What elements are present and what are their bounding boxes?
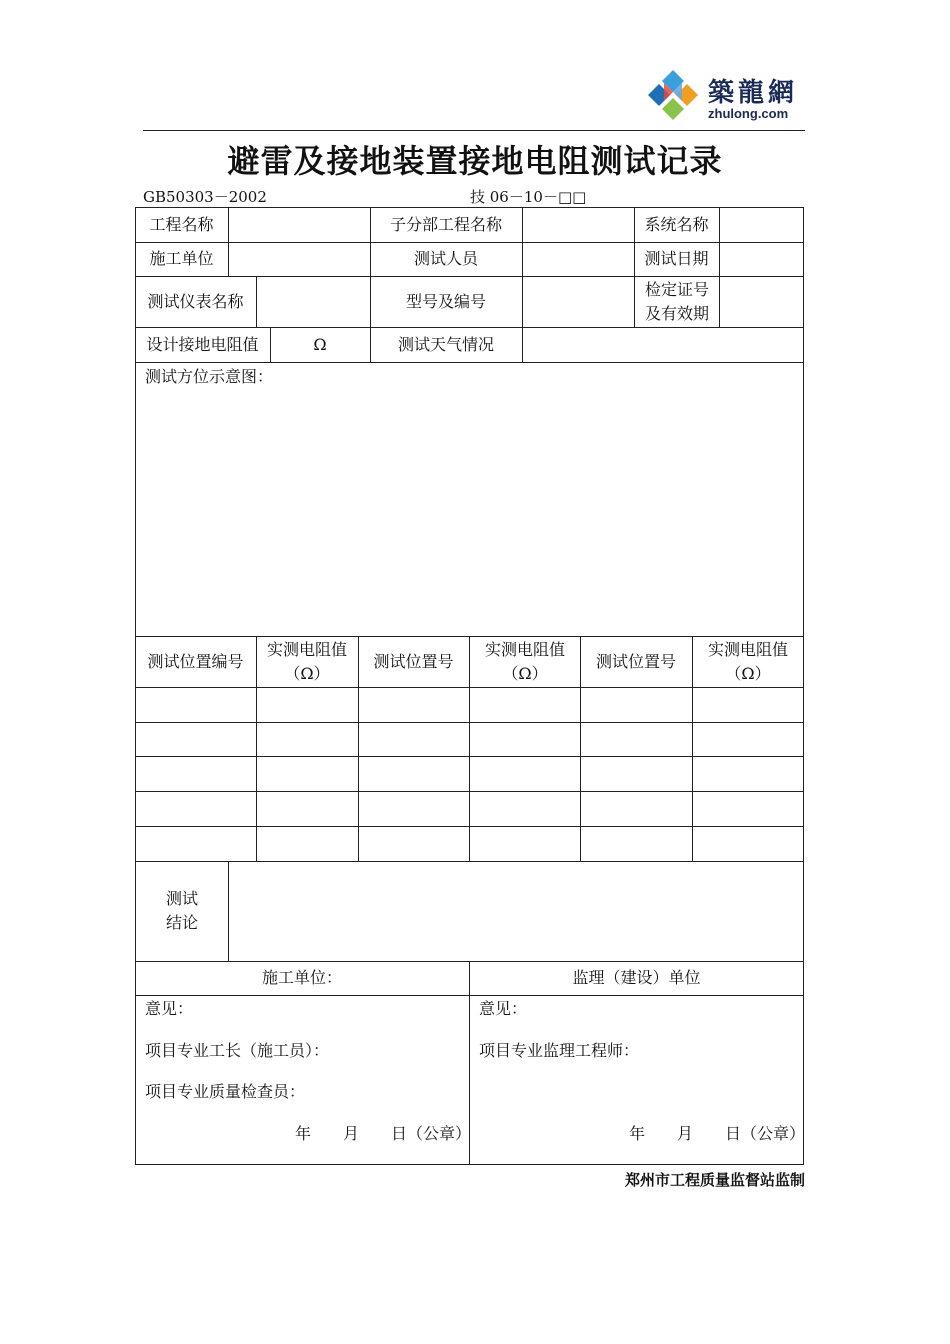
test-date-label: 测试日期 — [644, 249, 709, 268]
instrument-name-label: 测试仪表名称 — [147, 291, 244, 311]
system-name-label: 系统名称 — [644, 214, 709, 234]
col-position-number: 测试位置编号 — [147, 651, 244, 671]
col-resistance-3: 实测电阻值 （Ω） — [707, 639, 788, 683]
standard-code: GB50303－2002 — [143, 188, 267, 206]
table-row[interactable] — [136, 757, 803, 791]
weather-field[interactable] — [522, 327, 804, 362]
design-resistance-label: 设计接地电阻值 — [146, 334, 259, 354]
foreman-label: 项目专业工长（施工员）： — [145, 1041, 330, 1060]
col-resistance-1: 实测电阻值 （Ω） — [266, 639, 347, 683]
left-opinion-label: 意见： — [145, 999, 194, 1018]
zhulong-logo-icon — [644, 68, 702, 126]
inspector-label: 项目专业质量检查员： — [145, 1082, 306, 1101]
table-row[interactable] — [136, 827, 803, 861]
col-resistance-2: 实测电阻值 （Ω） — [484, 639, 565, 683]
diagram-area[interactable] — [136, 392, 803, 635]
conclusion-field[interactable] — [229, 862, 803, 961]
page-title: 避雷及接地装置接地电阻测试记录 — [227, 142, 723, 180]
right-opinion-label: 意见： — [479, 999, 528, 1018]
project-name-label: 工程名称 — [149, 214, 214, 234]
col-position-2: 测试位置号 — [373, 651, 454, 671]
logo-chinese-text: 築龍網 — [708, 78, 799, 108]
right-date-stamp: 年 月 日（公章） — [629, 1124, 806, 1143]
sub-project-label: 子分部工程名称 — [389, 214, 502, 234]
sub-project-field[interactable] — [522, 207, 634, 242]
left-date-stamp: 年 月 日（公章） — [295, 1124, 472, 1143]
diagram-label: 测试方位示意图： — [145, 367, 274, 386]
header-rule — [143, 130, 805, 131]
weather-label: 测试天气情况 — [397, 334, 494, 354]
supervision-unit-header: 监理（建设）单位 — [572, 968, 701, 987]
cert-validity-field[interactable] — [719, 276, 804, 327]
zhulong-logo — [644, 66, 814, 128]
table-row[interactable] — [136, 723, 803, 756]
supervisor-label: 项目专业监理工程师： — [479, 1041, 640, 1060]
model-number-field[interactable] — [522, 276, 634, 327]
instrument-name-field[interactable] — [256, 276, 370, 327]
footer-issuer: 郑州市工程质量监督站监制 — [624, 1171, 805, 1189]
logo-english-text: zhulong.com — [708, 106, 789, 121]
col-position-3: 测试位置号 — [595, 651, 676, 671]
table-row[interactable] — [136, 792, 803, 826]
tester-field[interactable] — [522, 242, 634, 276]
construction-unit-label: 施工单位 — [149, 249, 214, 268]
conclusion-label: 测试 结论 — [165, 889, 198, 932]
table-row[interactable] — [136, 688, 803, 722]
system-name-field[interactable] — [719, 207, 804, 242]
form-code: 技 06－10－□□ — [470, 188, 587, 206]
tester-label: 测试人员 — [413, 249, 478, 268]
model-number-label: 型号及编号 — [405, 291, 486, 311]
cert-validity-label: 检定证号 及有效期 — [644, 279, 709, 323]
construction-unit-field[interactable] — [228, 242, 370, 276]
construction-unit-header: 施工单位： — [261, 968, 342, 987]
design-resistance-unit: Ω — [313, 334, 327, 354]
project-name-field[interactable] — [228, 207, 370, 242]
test-date-field[interactable] — [719, 242, 804, 276]
